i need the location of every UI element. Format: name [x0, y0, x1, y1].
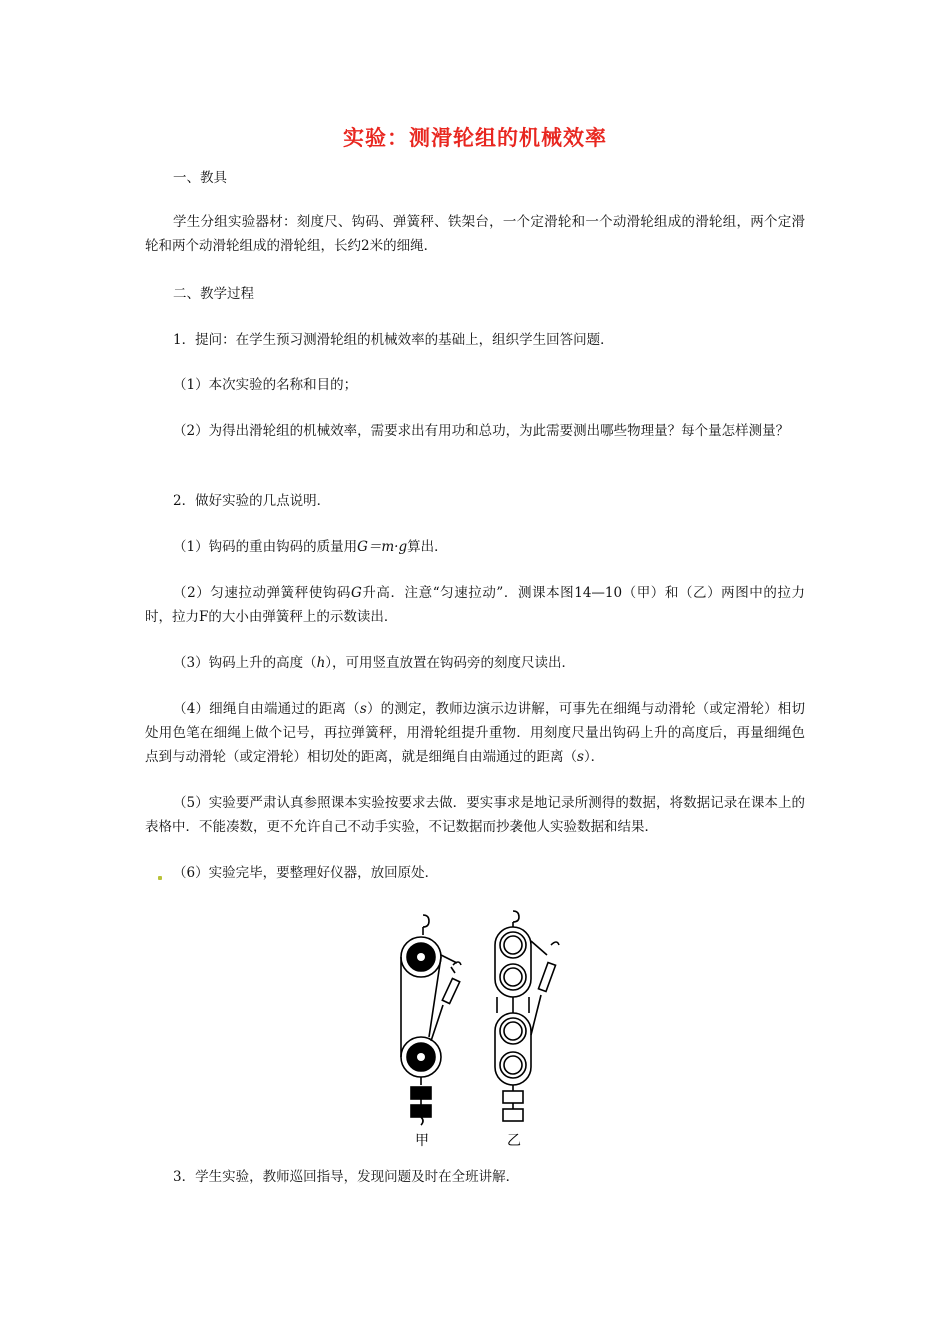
label-yi: 乙 — [507, 1133, 521, 1149]
formula-weight: G＝m·g — [357, 539, 408, 555]
step-1-question: 1．提问：在学生预习测滑轮组的机械效率的基础上，组织学生回答问题． — [173, 332, 614, 348]
step-2-item-2: （2）匀速拉动弹簧秤使钩码G升高．注意“匀速拉动”．测课本图14—10（甲）和（乙）两图中的拉力时，拉力F的大小由弹簧秤上的示数读出． — [145, 585, 805, 625]
step-2-item-1: （1）钩码的重由钩码的质量用G＝m·g算出． — [173, 539, 448, 555]
step-2-item-4: （4）细绳自由端通过的距离（s）的测定，教师边演示边讲解，可事先在细绳与动滑轮（或定滑轮）相切处用色笔在细绳上做个记号，再拉弹簧秤，用滑轮组提升重物．用刻度尺量出钩码上升的高度后，再量细绳色点到与动滑轮（或定滑轮）相切处的距离，就是细绳自由端通过的距离（s）． — [145, 701, 806, 765]
section-heading-1: 一、教具 — [173, 170, 227, 186]
page-title: 实验：测滑轮组的机械效率 — [343, 126, 607, 150]
weight-left-1 — [411, 1087, 431, 1099]
step-1-item-2: （2）为得出滑轮组的机械效率，需要求出有用功和总功，为此需要测出哪些物理量？每个量怎样测量？ — [173, 423, 790, 439]
step-1-item-1: （1）本次实验的名称和目的； — [173, 377, 358, 393]
spring-scale-left — [442, 978, 459, 1003]
section-heading-2: 二、教学过程 — [173, 286, 254, 302]
weight-right-2 — [503, 1109, 523, 1121]
label-jia: 甲 — [415, 1133, 429, 1149]
pulley-diagram — [385, 905, 575, 1155]
step-3: 3．学生实验，教师巡回指导，发现问题及时在全班讲解． — [173, 1169, 520, 1185]
step-2-item-6: （6）实验完毕，要整理好仪器，放回原处． — [173, 865, 439, 881]
step-2-item-5: （5）实验要严肃认真参照课本实验按要求去做．要实事求是地记录所测得的数据，将数据记录在课本上的表格中．不能凑数，更不允许自己不动手实验，不记数据而抄袭他人实验数据和结果． — [145, 795, 805, 835]
weight-right-1 — [503, 1091, 523, 1103]
spring-scale-right — [538, 962, 555, 991]
equipment-paragraph: 学生分组实验器材：刻度尺、钩码、弹簧秤、铁架台，一个定滑轮和一个动滑轮组成的滑轮组，两个定滑轮和两个动滑轮组成的滑轮组，长约2米的细绳． — [145, 214, 805, 254]
step-2-heading: 2．做好实验的几点说明． — [173, 493, 331, 509]
hook-top-right — [513, 911, 519, 922]
hook-top-left — [423, 915, 429, 927]
weight-left-2 — [411, 1105, 431, 1117]
step-2-item-3: （3）钩码上升的高度（h），可用竖直放置在钩码旁的刻度尺读出． — [173, 655, 576, 671]
